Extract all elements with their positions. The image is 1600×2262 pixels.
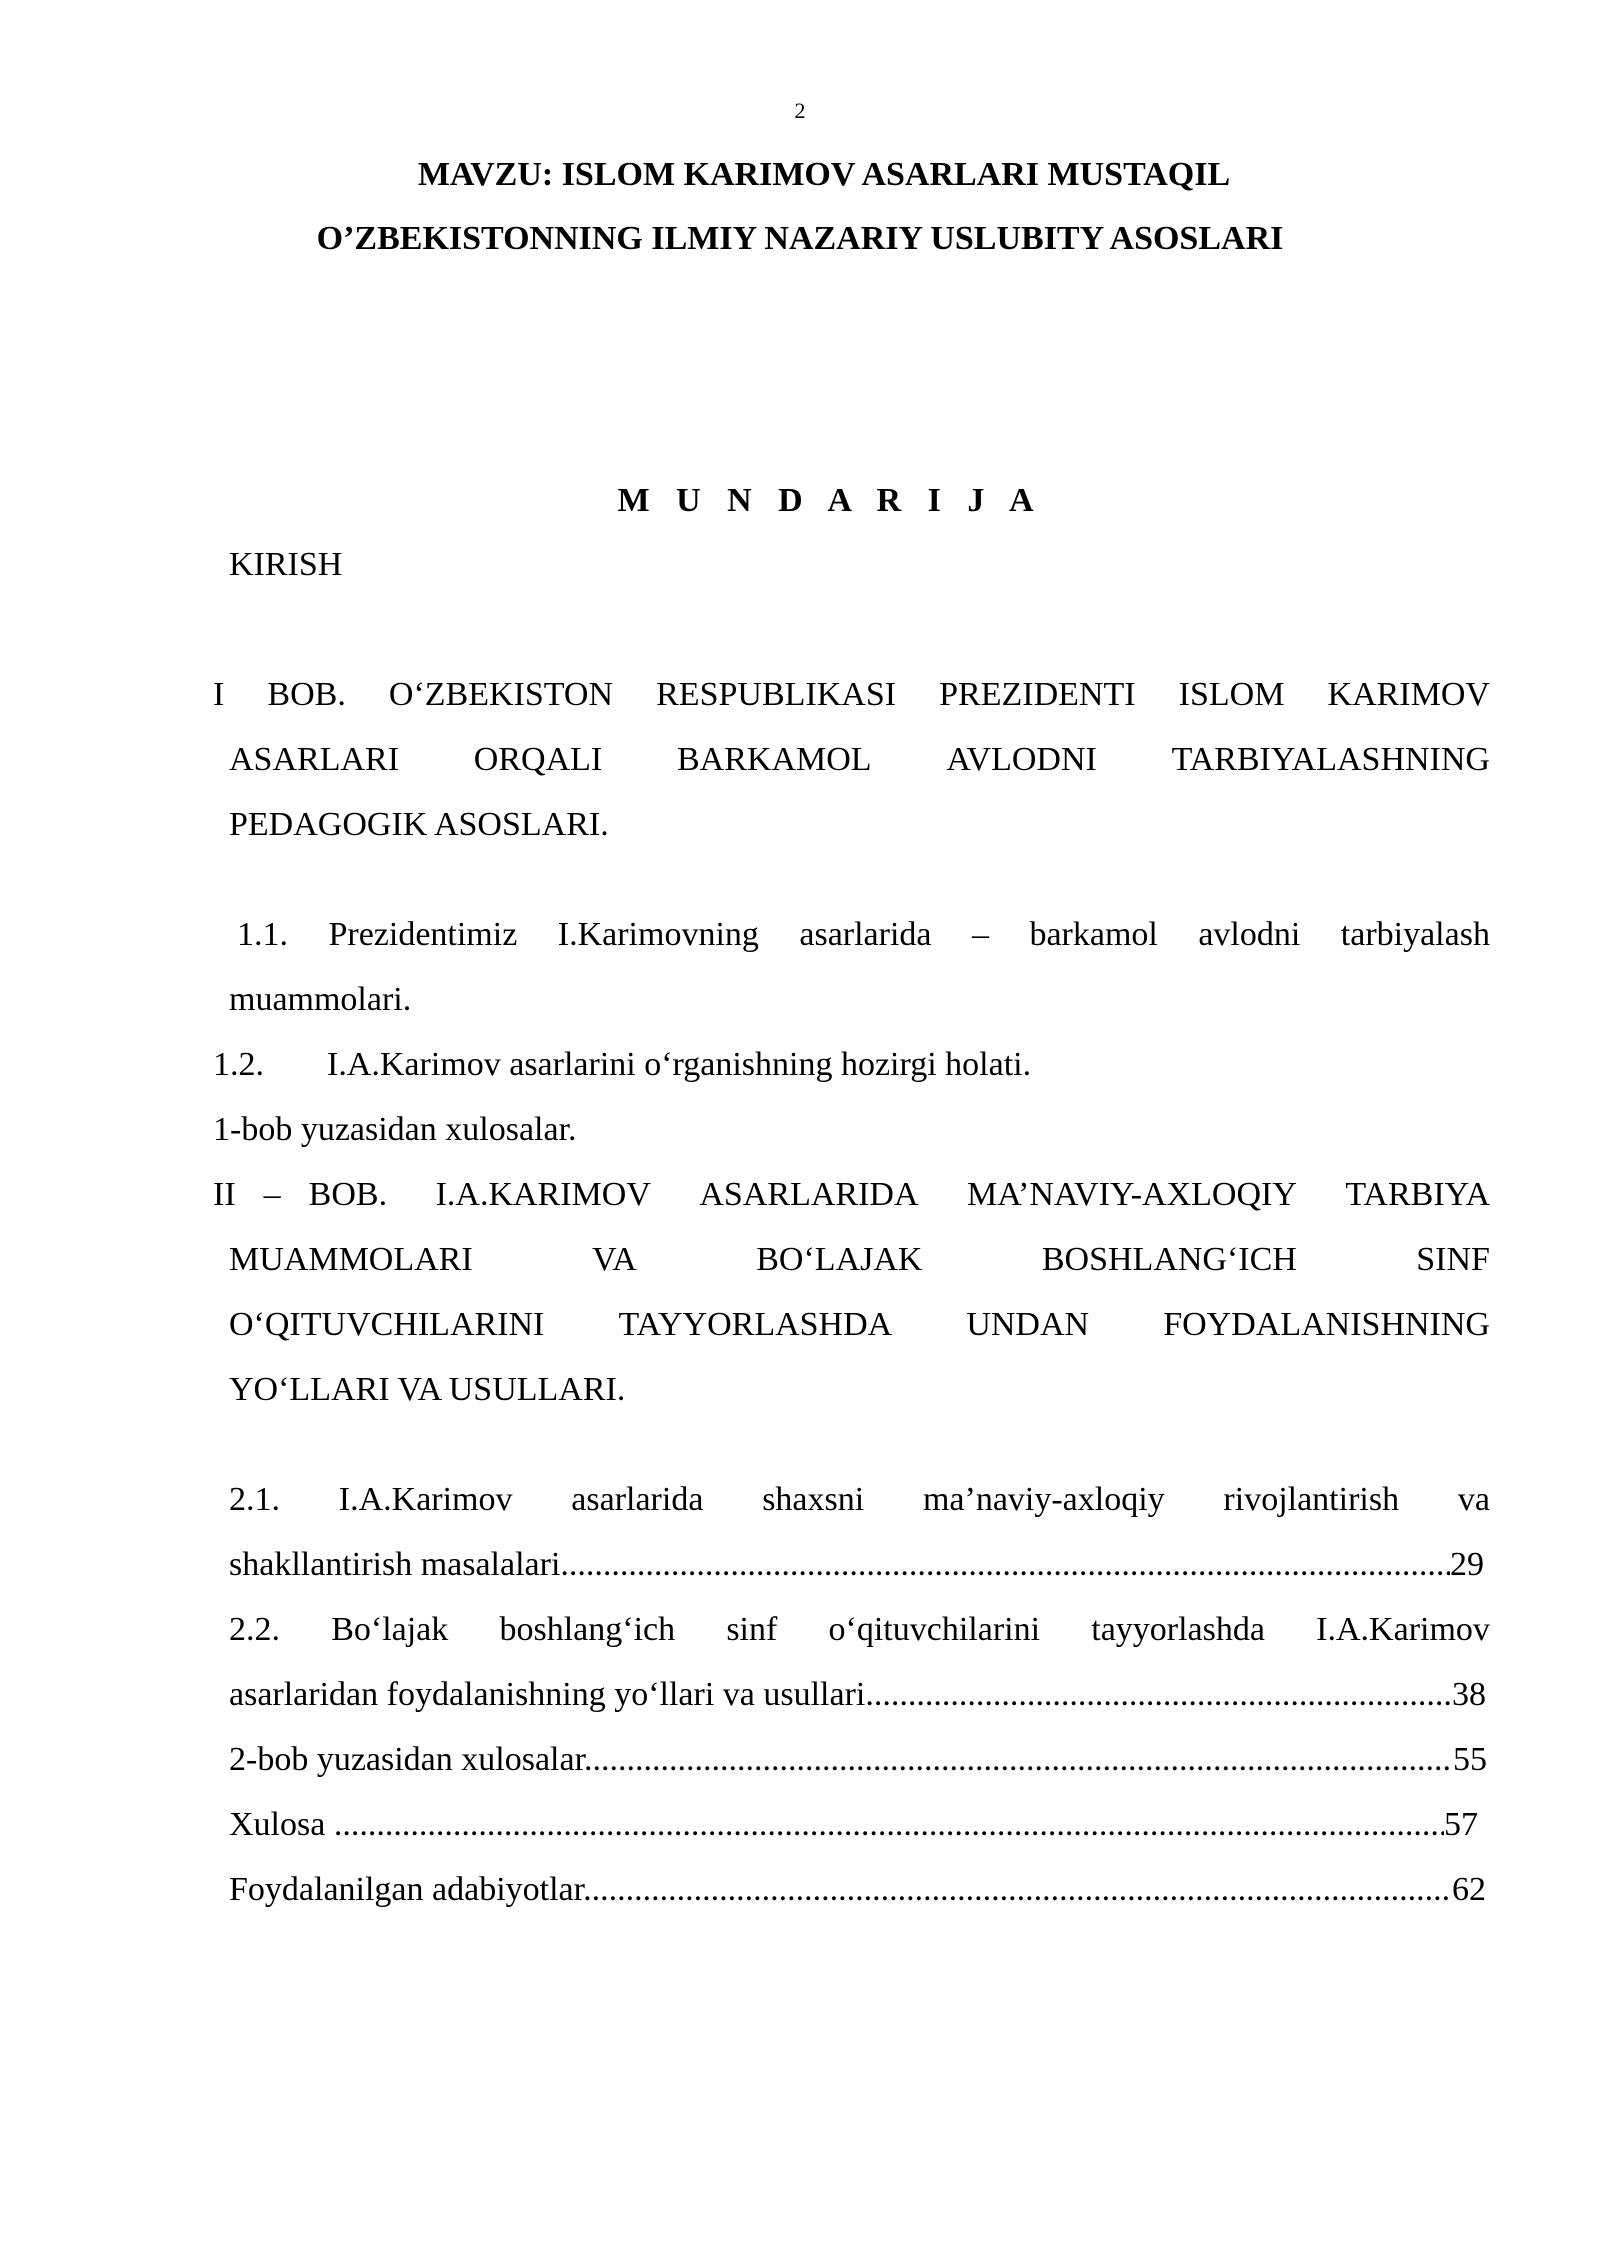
toc-entry-bob1-line3: PEDAGOGIK ASOSLARI.	[229, 806, 609, 843]
toc-page-number: 55	[1453, 1741, 1487, 1778]
toc-page-number: 38	[1452, 1676, 1486, 1713]
toc-entry-bob2-conclusion: 2-bob yuzasidan xulosalar ..... 55	[229, 1740, 1487, 1780]
document-title-line-2: O’ZBEKISTONNING ILMIY NAZARIY USLUBITY ASOSLARI	[316, 220, 1284, 257]
toc-entry-2-2-line2: asarlaridan foydalanishning yo‘llari va usullari ..... 38	[229, 1675, 1486, 1715]
toc-entry-bob2-line4: YO‘LLARI VA USULLARI.	[229, 1371, 626, 1408]
toc-entry-2-2-line1: 2.2. Bo‘lajak boshlang‘ich sinf o‘qituvchilarini tayyorlashda I.A.Karimov	[229, 1611, 1490, 1648]
toc-entry-bob2-line2: MUAMMOLARI VA BO‘LAJAK BOSHLANG‘ICH SINF	[229, 1241, 1490, 1278]
toc-entry-bob1-line1: I BOB. O‘ZBEKISTON RESPUBLIKASI PREZIDENTI ISLOM KARIMOV	[213, 676, 1490, 713]
page-number: 2	[794, 98, 806, 123]
toc-entry-1-2-number: 1.2.	[213, 1046, 264, 1083]
toc-page-number: 62	[1452, 1871, 1486, 1908]
toc-entry-bob2-line3: O‘QITUVCHILARINI TAYYORLASHDA UNDAN FOYDALANISHNING	[229, 1306, 1490, 1343]
toc-entry-bob2-line1: II – BOB. I.A.KARIMOV ASARLARIDA MA’NAVIY-AXLOQIY TARBIYA	[213, 1176, 1490, 1213]
toc-entry-2-1-line1: 2.1. I.A.Karimov asarlarida shaxsni ma’naviy-axloqiy rivojlantirish va	[229, 1481, 1490, 1518]
toc-page-number: 57	[1444, 1806, 1478, 1843]
toc-heading: M U N D A R I J A	[617, 482, 1043, 519]
toc-entry-references: Foydalanilgan adabiyotlar ..... 62	[229, 1870, 1486, 1910]
toc-page-number: 29	[1450, 1546, 1484, 1583]
toc-entry-1-1-line1: 1.1. Prezidentimiz I.Karimovning asarlarida – barkamol avlodni tarbiyalash	[237, 916, 1490, 953]
toc-entry-1-2-text: I.A.Karimov asarlarini o‘rganishning hozirgi holati.	[327, 1046, 1032, 1083]
toc-entry-xulosa: Xulosa ..... 57	[229, 1805, 1478, 1845]
toc-entry-bob1-conclusion: 1-bob yuzasidan xulosalar.	[213, 1111, 577, 1148]
toc-entry-2-1-line2: shakllantirish masalalari ..... 29	[229, 1545, 1484, 1585]
toc-entry-1-1-line2: muammolari.	[229, 981, 412, 1018]
toc-entry-bob1-line2: ASARLARI ORQALI BARKAMOL AVLODNI TARBIYALASHNING	[229, 741, 1490, 778]
document-title-line-1: MAVZU: ISLOM KARIMOV ASARLARI MUSTAQIL	[417, 156, 1231, 193]
toc-entry-kirish: KIRISH	[229, 546, 343, 583]
